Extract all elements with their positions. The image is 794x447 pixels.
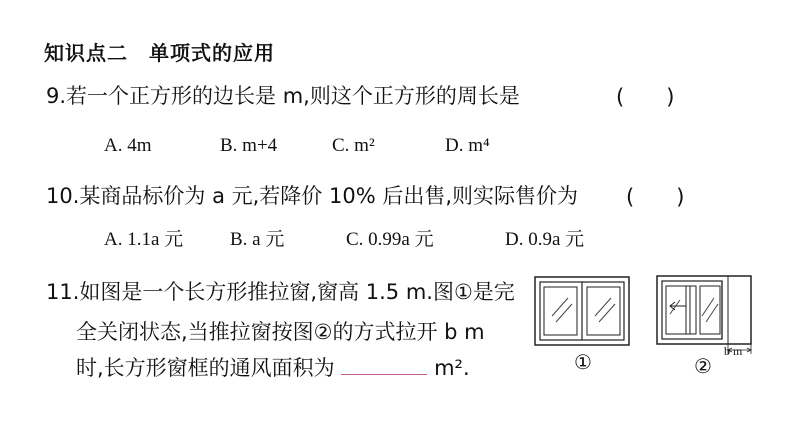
question-10-option-d[interactable]: D. 0.9a 元 [505, 229, 585, 250]
question-9-text: 9.若一个正方形的边长是 m,则这个正方形的周长是 [46, 84, 520, 108]
question-9-option-a[interactable]: A. 4m [104, 135, 152, 156]
question-10-option-b[interactable]: B. a 元 [230, 229, 285, 250]
question-11-line-3-text: 时,长方形窗框的通风面积为 [76, 356, 335, 380]
question-9-option-d[interactable]: D. m⁴ [445, 135, 490, 156]
question-11-unit: m². [434, 356, 470, 380]
figure-1-label: ① [574, 352, 592, 374]
section-title: 知识点二 单项式的应用 [44, 41, 275, 65]
question-10-answer-paren[interactable]: ( ) [626, 185, 685, 209]
question-10-option-a[interactable]: A. 1.1a 元 [104, 229, 184, 250]
question-11-line-2: 全关闭状态,当推拉窗按图②的方式拉开 b m [76, 320, 485, 344]
question-11-line-3 [76, 352, 470, 382]
answer-blank[interactable] [341, 356, 427, 375]
question-10-text: 10.某商品标价为 a 元,若降价 10% 后出售,则实际售价为 [46, 184, 578, 208]
question-11-line-1: 11.如图是一个长方形推拉窗,窗高 1.5 m.图①是完 [46, 280, 515, 304]
figure-2-dimension-label: b m [724, 344, 743, 358]
figure-2-label: ② [694, 356, 712, 378]
question-10-option-c[interactable]: C. 0.99a 元 [346, 229, 434, 250]
question-9-option-c[interactable]: C. m² [332, 135, 375, 156]
question-9-option-b[interactable]: B. m+4 [220, 135, 278, 156]
figure-1-closed-window [534, 276, 630, 346]
question-9-answer-paren[interactable]: ( ) [616, 85, 675, 109]
